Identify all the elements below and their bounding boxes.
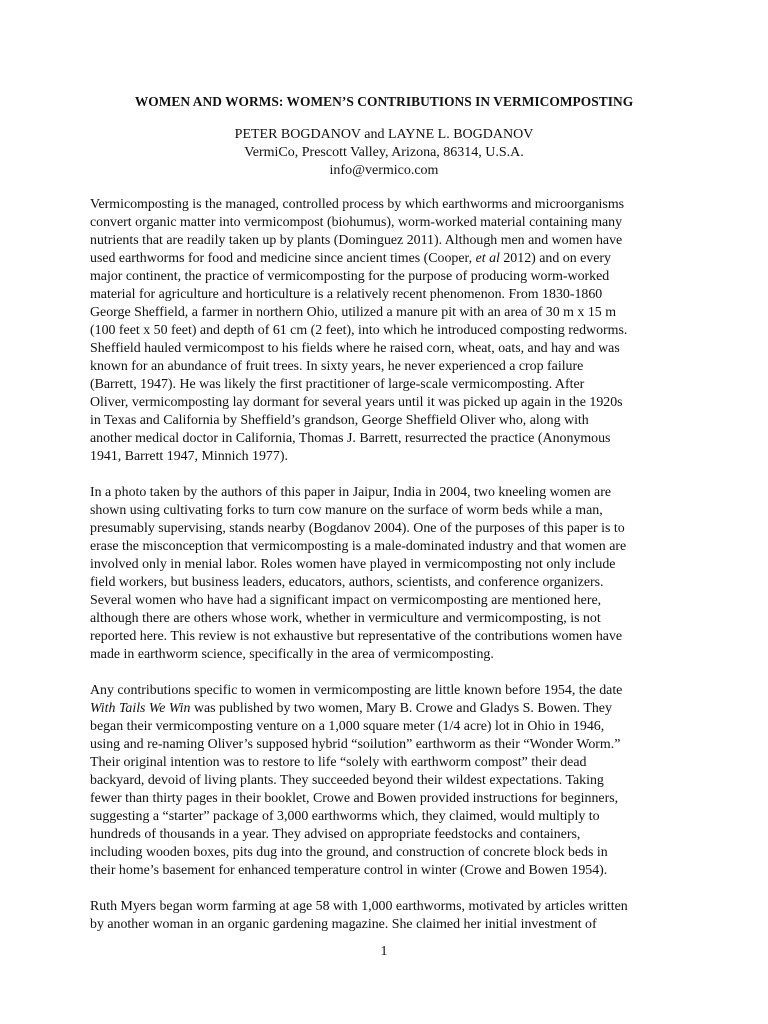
text-line: 1941, Barrett 1947, Minnich 1977). — [90, 449, 288, 464]
text-line: began their vermicomposting venture on a 1,000 square meter (1/4 acre) lot in Ohio in 1946, — [90, 719, 605, 734]
text-line — [90, 700, 690, 718]
text-line: erase the misconception that vermicomposting is a male-dominated industry and that women are — [90, 539, 627, 554]
text-line: suggesting a “starter” package of 3,000 earthworms which, they claimed, would multiply to — [90, 809, 600, 824]
text-line: Any contributions specific to women in vermicomposting are little known before 1954, the date — [90, 683, 623, 698]
text-segment: 2012) and on every — [499, 251, 611, 266]
text-line: material for agriculture and horticulture is a relatively recent phenomenon. From 1830-1860 — [90, 287, 603, 302]
text-line: In a photo taken by the authors of this paper in Jaipur, India in 2004, two kneeling women are — [90, 485, 611, 500]
text-line: Oliver, vermicomposting lay dormant for several years until it was picked up again in the 1920s — [90, 395, 623, 410]
text-line: including wooden boxes, pits dug into the ground, and construction of concrete block beds in — [90, 845, 608, 860]
text-line: Vermicomposting is the managed, controlled process by which earthworms and microorganisms — [90, 197, 625, 212]
author-affiliation: VermiCo, Prescott Valley, Arizona, 86314, U.S.A. — [244, 145, 524, 160]
text-line: known for an abundance of fruit trees. In sixty years, he never experienced a crop failure — [90, 359, 584, 374]
author-email: info@vermico.com — [329, 163, 439, 178]
text-line — [90, 250, 690, 268]
text-line: by another woman in an organic gardening magazine. She claimed her initial investment of — [90, 917, 597, 932]
text-line: George Sheffield, a farmer in northern Ohio, utilized a manure pit with an area of 30 m x 15 m — [90, 305, 617, 320]
text-line: nutrients that are readily taken up by plants (Dominguez 2011). Although men and women have — [90, 233, 623, 248]
text-line: using and re-naming Oliver’s supposed hybrid “soilution” earthworm as their “Wonder Worm.” — [90, 737, 621, 752]
text-line: another medical doctor in California, Thomas J. Barrett, resurrected the practice (Anonymous — [90, 431, 611, 446]
text-line: Ruth Myers began worm farming at age 58 with 1,000 earthworms, motivated by articles written — [90, 899, 628, 914]
text-line: fewer than thirty pages in their booklet, Crowe and Bowen provided instructions for beginners, — [90, 791, 619, 806]
text-line: although there are others whose work, whether in vermiculture and vermicomposting, is not — [90, 611, 601, 626]
text-line: hundreds of thousands in a year. They advised on appropriate feedstocks and containers, — [90, 827, 581, 842]
paragraph-intro — [90, 196, 690, 466]
text-line: in Texas and California by Sheffield’s grandson, George Sheffield Oliver who, along with — [90, 413, 589, 428]
author-block — [0, 126, 768, 180]
text-line: field workers, but business leaders, educators, authors, scientists, and conference organizers. — [90, 575, 604, 590]
text-line: Several women who have had a significant impact on vermicomposting are mentioned here, — [90, 593, 602, 608]
text-line: (100 feet x 50 feet) and depth of 61 cm (2 feet), into which he introduced composting redworms. — [90, 323, 628, 338]
text-line: convert organic matter into vermicompost (biohumus), worm-worked material containing many — [90, 215, 623, 230]
text-line: made in earthworm science, specifically in the area of vermicomposting. — [90, 647, 494, 662]
text-line: reported here. This review is not exhaustive but representative of the contributions women have — [90, 629, 623, 644]
page-number: 1 — [380, 944, 388, 959]
text-line: major continent, the practice of vermicomposting for the purpose of producing worm-worked — [90, 269, 610, 284]
citation-italic: et al — [475, 251, 500, 266]
text-line: backyard, devoid of living plants. They succeeded beyond their wildest expectations. Taking — [90, 773, 604, 788]
book-title-italic: With Tails We Win — [90, 701, 191, 716]
author-names: PETER BOGDANOV and LAYNE L. BOGDANOV — [234, 127, 534, 142]
text-segment: was published by two women, Mary B. Crowe and Gladys S. Bowen. They — [190, 701, 612, 716]
text-line: presumably supervising, stands nearby (Bogdanov 2004). One of the purposes of this paper is to — [90, 521, 625, 536]
paper-body — [90, 196, 690, 952]
paragraph-jaipur — [90, 484, 690, 664]
text-line: involved only in menial labor. Roles women have played in vermicomposting not only include — [90, 557, 616, 572]
text-line: (Barrett, 1947). He was likely the first practitioner of large-scale vermicomposting. After — [90, 377, 585, 392]
text-segment: used earthworms for food and medicine since ancient times (Cooper, — [90, 251, 473, 266]
text-line: Their original intention was to restore to life “solely with earthworm compost” their dead — [90, 755, 587, 770]
paper-title: WOMEN AND WORMS: WOMEN’S CONTRIBUTIONS IN VERMICOMPOSTING — [134, 94, 634, 109]
paragraph-crowe-bowen — [90, 682, 690, 880]
text-line: Sheffield hauled vermicompost to his fields where he raised corn, wheat, oats, and hay and was — [90, 341, 620, 356]
text-line: their home’s basement for enhanced temperature control in winter (Crowe and Bowen 1954). — [90, 863, 608, 878]
paragraph-ruth-myers — [90, 898, 690, 934]
text-line: shown using cultivating forks to turn cow manure on the surface of worm beds while a man, — [90, 503, 603, 518]
